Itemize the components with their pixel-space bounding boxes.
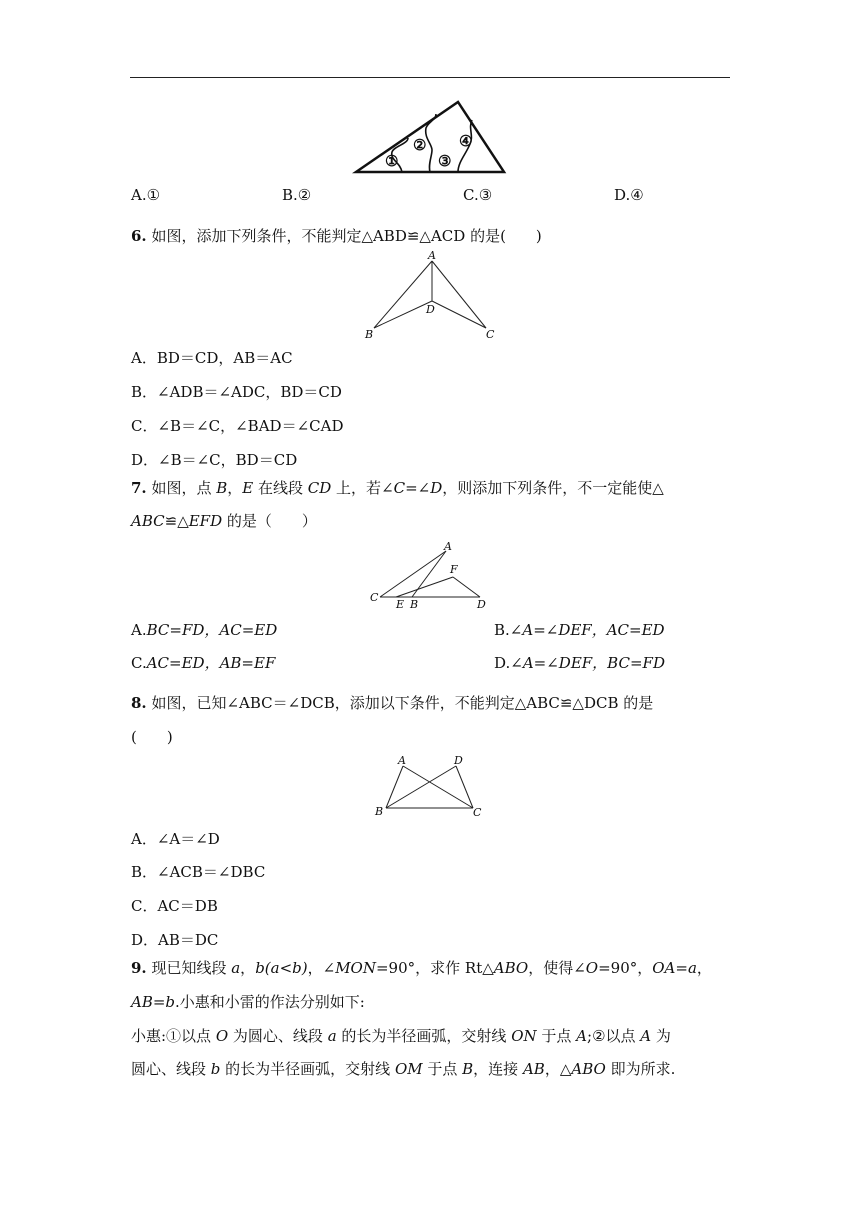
q8-option-a[interactable]: A．∠A＝∠D — [131, 830, 220, 848]
q5-option-c[interactable]: C.③ — [463, 186, 493, 204]
q8-stem-text: 如图，已知∠ABC＝∠DCB，添加以下条件，不能判定△ABC≌△DCB 的是 — [146, 694, 654, 712]
q9-t20: 即为所求. — [605, 1060, 676, 1078]
q8-label-c: C — [473, 806, 482, 819]
q7-text-5: 的是（ ） — [222, 512, 317, 530]
q9-t4: =90°，求作 Rt△ — [375, 959, 494, 977]
q7-cong: ≌△ — [164, 512, 189, 530]
q5-option-d[interactable]: D.④ — [614, 186, 644, 204]
q9-segment-ab: AB — [522, 1060, 545, 1078]
q9-point-a-2: A — [640, 1027, 652, 1045]
q9-var-b-cond: b(a<b) — [255, 959, 308, 977]
q9-line-3 — [131, 1026, 671, 1046]
q7-option-c-prefix: C. — [131, 654, 147, 672]
q9-t19: ，△ — [544, 1060, 572, 1078]
q7-stem-line1 — [131, 478, 664, 498]
q9-t2: ， — [240, 959, 256, 977]
q5-label-1: ① — [385, 152, 399, 170]
q7-label-e: E — [396, 598, 405, 611]
q9-angle-mon: ∠MON — [322, 959, 376, 977]
q7-var-e: E — [242, 479, 254, 497]
q7-option-a[interactable] — [131, 620, 277, 640]
q5-triangle-figure — [350, 98, 510, 178]
q6-label-d: D — [426, 303, 435, 316]
q9-t11: 的长为半径画弧，交射线 — [336, 1027, 512, 1045]
q7-option-a-prefix: A. — [131, 621, 147, 639]
q9-t9: 小惠:①以点 — [131, 1027, 216, 1045]
q8-label-a: A — [398, 754, 406, 767]
q6-label-c: C — [486, 328, 495, 341]
q9-var-a: a — [231, 959, 241, 977]
q7-comma: ， — [227, 479, 243, 497]
q7-text-3: 上，若 — [331, 479, 382, 497]
q5-label-2: ② — [413, 136, 427, 154]
q9-t5: ，使得 — [528, 959, 574, 977]
q9-t10: 为圆心、线段 — [228, 1027, 328, 1045]
q8-label-b: B — [375, 805, 384, 818]
q9-line-1 — [131, 958, 712, 978]
q7-option-d-body: ∠A=∠DEF，BC=FD — [510, 654, 665, 672]
q9-t3: ， — [307, 959, 323, 977]
q7-stem-line2 — [131, 511, 317, 531]
q9-t13: ;②以点 — [587, 1027, 641, 1045]
q5-label-4: ④ — [459, 132, 473, 150]
q7-label-b: B — [410, 598, 419, 611]
q7-label-d: D — [477, 598, 486, 611]
q9-t6: =90°， — [598, 959, 653, 977]
q9-ray-om: OM — [394, 1060, 423, 1078]
header-rule — [130, 77, 730, 78]
q8-stem — [131, 693, 653, 713]
q8-stem-cont: ( ) — [131, 728, 173, 746]
q8-option-c[interactable]: C．AC＝DB — [131, 897, 218, 915]
q9-ab: AB=b — [131, 993, 176, 1011]
q9-var-abo: ABO — [493, 959, 529, 977]
q9-oa: OA=a — [652, 959, 697, 977]
q7-label-c: C — [370, 591, 379, 604]
q9-angle-o: ∠O — [573, 959, 599, 977]
q7-option-c[interactable] — [131, 653, 275, 673]
q7-option-b[interactable] — [494, 620, 665, 640]
q7-number: 7. — [131, 479, 147, 497]
q7-label-f: F — [450, 563, 458, 576]
q7-option-b-prefix: B. — [494, 621, 510, 639]
q7-text-2: 在线段 — [253, 479, 308, 497]
q8-option-b[interactable]: B．∠ACB＝∠DBC — [131, 863, 266, 881]
q6-option-c[interactable]: C．∠B＝∠C，∠BAD＝∠CAD — [131, 417, 344, 435]
q6-label-b: B — [365, 328, 374, 341]
q7-option-a-body: BC=FD，AC=ED — [146, 621, 278, 639]
q7-var-abc: ABC — [131, 512, 165, 530]
q9-t16: 的长为半径画弧，交射线 — [220, 1060, 395, 1078]
q9-ray-on: ON — [511, 1027, 537, 1045]
q7-option-b-body: ∠A=∠DEF，AC=ED — [509, 621, 665, 639]
q7-figure — [366, 538, 496, 614]
q8-label-d: D — [454, 754, 463, 767]
q8-option-d[interactable]: D．AB＝DC — [131, 931, 219, 949]
q9-point-a: A — [576, 1027, 588, 1045]
q6-label-a: A — [428, 249, 436, 262]
q9-t7: ， — [696, 959, 712, 977]
q6-stem-text: 如图，添加下列条件，不能判定△ABD≌△ACD 的是( ) — [146, 227, 542, 245]
q9-var-b-2: b — [210, 1060, 221, 1078]
q9-t17: 于点 — [422, 1060, 463, 1078]
q9-var-a-2: a — [327, 1027, 337, 1045]
q7-var-cd: CD — [307, 479, 332, 497]
q6-option-d[interactable]: D．∠B＝∠C，BD＝CD — [131, 451, 298, 469]
q6-option-a[interactable]: A．BD＝CD，AB＝AC — [131, 349, 293, 367]
q9-var-abo-2: ABO — [571, 1060, 606, 1078]
q7-option-d-prefix: D. — [494, 654, 511, 672]
q9-t12: 于点 — [536, 1027, 577, 1045]
q9-point-b: B — [462, 1060, 474, 1078]
q9-line-2 — [131, 992, 365, 1012]
q9-number: 9. — [131, 959, 147, 977]
q7-text-1: 如图，点 — [146, 479, 217, 497]
q7-var-efd: EFD — [188, 512, 223, 530]
q7-option-d[interactable] — [494, 653, 665, 673]
q7-text-4: ，则添加下列条件，不一定能使△ — [442, 479, 664, 497]
q7-var-b: B — [216, 479, 228, 497]
q9-t8: .小惠和小雷的作法分别如下: — [175, 993, 365, 1011]
q9-t18: ，连接 — [473, 1060, 523, 1078]
q6-option-b[interactable]: B．∠ADB＝∠ADC，BD＝CD — [131, 383, 342, 401]
q9-t15: 圆心、线段 — [131, 1060, 211, 1078]
q7-label-a: A — [444, 540, 452, 553]
q6-number: 6. — [131, 227, 147, 245]
q8-figure — [370, 752, 490, 822]
q6-stem — [131, 226, 542, 246]
q7-option-c-body: AC=ED，AB=EF — [146, 654, 276, 672]
q8-number: 8. — [131, 694, 147, 712]
q5-label-3: ③ — [438, 152, 452, 170]
q9-t1: 现已知线段 — [146, 959, 232, 977]
q7-angle-cd: ∠C=∠D — [381, 479, 443, 497]
q6-figure — [362, 250, 502, 345]
q9-line-4 — [131, 1059, 675, 1079]
q5-option-b[interactable]: B.② — [282, 186, 312, 204]
q9-point-o: O — [215, 1027, 229, 1045]
q9-t14: 为 — [651, 1027, 671, 1045]
q5-option-a[interactable]: A.① — [131, 186, 161, 204]
